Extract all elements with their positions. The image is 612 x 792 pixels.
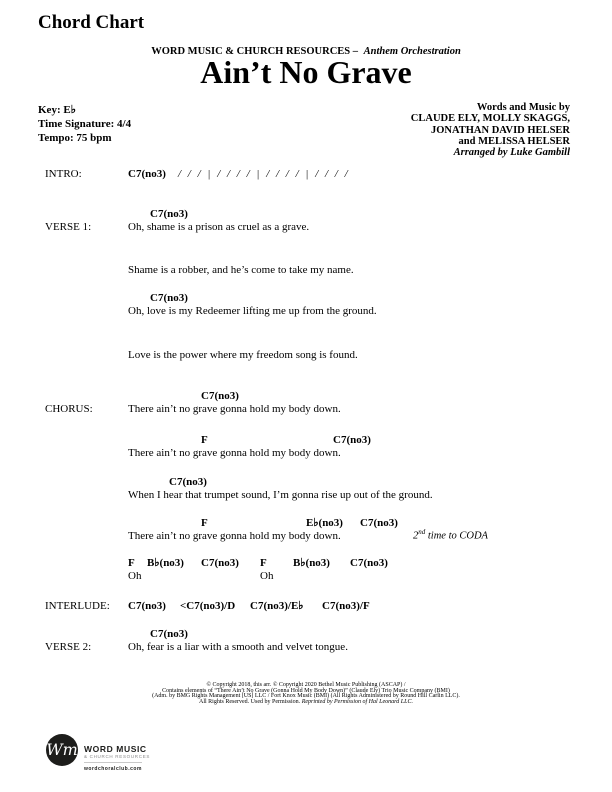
tempo-info: Tempo: 75 bpm (38, 132, 112, 144)
tag-lyric-oh-2: Oh (260, 570, 274, 582)
logo-divider (84, 762, 142, 763)
coda-ordinal-suffix: nd (418, 528, 426, 536)
verse1-lyric-2: Shame is a robber, and he’s come to take my name. (128, 264, 354, 276)
credits-block (411, 102, 570, 158)
tag-chord-1: F (128, 557, 135, 569)
interlude-chord-4: C7(no3)/F (322, 600, 370, 612)
chorus-chord-4c: C7(no3) (360, 517, 398, 529)
verse1-chord-2: C7(no3) (150, 292, 188, 304)
verse1-lyric-3: Oh, love is my Redeemer lifting me up from the ground. (128, 305, 377, 317)
verse1-lyric-1: Oh, shame is a prison as cruel as a grave. (128, 221, 310, 233)
tag-chord-5: B♭(no3) (293, 557, 330, 569)
credits-writers-2: JONATHAN DAVID HELSER (430, 124, 570, 136)
series-name: Anthem Orchestration (363, 46, 461, 57)
chorus-chord-2b: C7(no3) (333, 434, 371, 446)
logo-name: WORD MUSIC (84, 744, 147, 754)
logo-url: wordchoralclub.com (84, 766, 142, 772)
tag-lyric-oh-1: Oh (128, 570, 142, 582)
copyright-line-3: (Adm. by BMG Rights Management [US] LLC / Fort Knox Music (BMI) (All Rights Administered by Round Hill Carlin LLC). (152, 693, 460, 700)
chorus-lyric-1: There ain’t no grave gonna hold my body down. (128, 403, 341, 415)
interlude-chord-3: C7(no3)/E♭ (250, 600, 304, 612)
coda-number: 2 (413, 530, 419, 542)
copyright-line-4 (0, 700, 612, 706)
verse1-lyric-4: Love is the power where my freedom song is found. (128, 349, 358, 361)
chorus-chord-4a: F (201, 517, 208, 529)
section-label-verse1: VERSE 1: (45, 221, 92, 233)
page-title: Ain’t No Grave (200, 54, 412, 90)
section-label-intro: INTRO: (45, 168, 82, 180)
corner-title: Chord Chart (38, 12, 145, 33)
tag-chord-4: F (260, 557, 267, 569)
tag-chord-3: C7(no3) (201, 557, 239, 569)
intro-chord: C7(no3) (128, 168, 166, 180)
copyright-line-2: Contains elements of “There Ain’t No Grave (Gonna Hold My Body Down)” (Claude Ely) Trio Music Company (BMI) (162, 687, 450, 694)
reprint-permission-text: Reprinted by Permission of Hal Leonard LLC. (301, 699, 413, 706)
credits-writers-1: CLAUDE ELY, MOLLY SKAGGS, (410, 113, 570, 125)
publisher-name: WORD MUSIC & CHURCH RESOURCES – (151, 46, 359, 57)
chorus-chord-1: C7(no3) (201, 390, 239, 402)
credits-byline: Words and Music by (476, 102, 570, 113)
intro-slash-bars: / / / | / / / / | / / / / | / / / / (178, 168, 348, 180)
verse2-lyric-1: Oh, fear is a liar with a smooth and velvet tongue. (128, 641, 348, 653)
section-label-interlude: INTERLUDE: (45, 600, 110, 612)
verse1-chord-1: C7(no3) (150, 208, 188, 220)
credits-arranger: Arranged by Luke Gambill (453, 147, 570, 159)
verse2-chord-1: C7(no3) (150, 628, 188, 640)
interlude-chord-1: C7(no3) (128, 600, 166, 612)
chorus-lyric-2: There ain’t no grave gonna hold my body down. (128, 447, 341, 459)
interlude-chord-2: <C7(no3)/D (180, 600, 236, 612)
rights-reserved-text: All Rights Reserved. Used by Permission. (199, 699, 302, 706)
wm-monogram-icon: Wm (46, 740, 78, 759)
chorus-lyric-3: When I hear that trumpet sound, I’m gonna rise up out of the ground. (128, 489, 433, 501)
section-label-verse2: VERSE 2: (45, 641, 92, 653)
copyright-block (0, 683, 612, 706)
section-label-chorus: CHORUS: (45, 403, 93, 415)
word-music-logo-icon (46, 734, 78, 766)
chorus-lyric-4: There ain’t no grave gonna hold my body down. (128, 530, 341, 542)
tag-chord-2: B♭(no3) (147, 557, 184, 569)
coda-direction (413, 529, 488, 542)
time-signature-info: Time Signature: 4/4 (38, 118, 132, 130)
coda-text: time to CODA (425, 530, 488, 542)
credits-writers-3: and MELISSA HELSER (458, 135, 570, 147)
chorus-chord-4b: E♭(no3) (306, 517, 343, 529)
tag-chord-6: C7(no3) (350, 557, 388, 569)
logo-subtitle: & CHURCH RESOURCES (84, 754, 151, 759)
copyright-line-1: © Copyright 2018, this arr. © Copyright 2020 Bethel Music Publishing (ASCAP) / (206, 682, 406, 688)
chorus-chord-2a: F (201, 434, 208, 446)
key-info: Key: E♭ (38, 104, 76, 116)
chorus-chord-3: C7(no3) (169, 476, 207, 488)
